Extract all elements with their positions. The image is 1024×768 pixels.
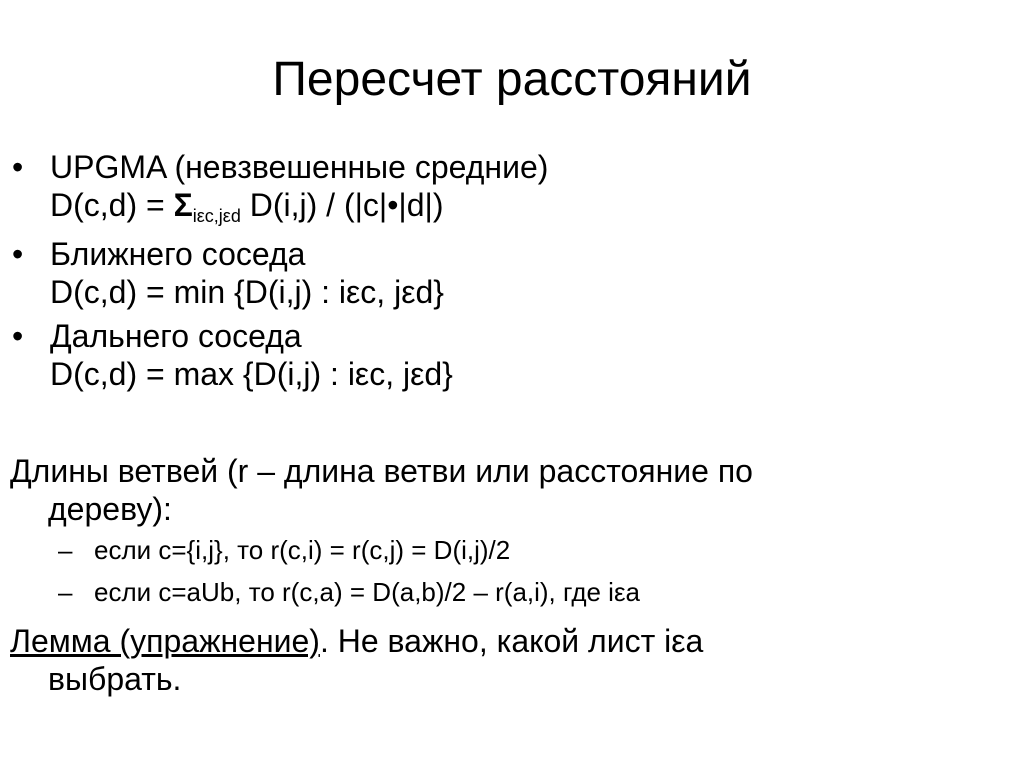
- bullet-farthest-neighbor: [12, 317, 1012, 393]
- subitem-union: [58, 576, 640, 608]
- bullet-nearest-neighbor: [12, 235, 1012, 311]
- lemma-label: Лемма (упражнение): [10, 623, 320, 659]
- slide-title: Пересчет расстояний: [272, 53, 752, 106]
- dash-mark: –: [58, 577, 73, 607]
- lemma-paragraph: [10, 622, 1010, 698]
- sigma-symbol: Σ: [173, 187, 193, 223]
- bullet-heading: UPGMA (невзвешенные средние): [50, 149, 549, 185]
- branch-lengths-line2: дереву):: [48, 491, 172, 527]
- lemma-line1: [10, 622, 1010, 660]
- formula-upgma: [50, 186, 1012, 229]
- bullet-heading: Дальнего соседа: [50, 318, 302, 354]
- lemma-text: . Не важно, какой лист iεa: [319, 623, 704, 659]
- bullet-heading: Ближнего соседа: [50, 236, 306, 272]
- subitem-pair: [58, 534, 640, 566]
- lemma-line2: выбрать.: [48, 661, 182, 697]
- bullet-mark: •: [12, 318, 24, 354]
- bullet-upgma: [12, 148, 1012, 229]
- dash-mark: –: [58, 535, 73, 565]
- branch-lengths-paragraph: [10, 452, 1010, 528]
- formula-max: D(c,d) = max {D(i,j) : iεc, jεd}: [50, 356, 453, 392]
- branch-subitems: [58, 534, 640, 618]
- subitem-text: если c=aUb, то r(c,a) = D(a,b)/2 – r(a,i), где iεa: [94, 577, 640, 607]
- sigma-subscript: iεc,jεd: [192, 206, 241, 226]
- formula-min: D(c,d) = min {D(i,j) : iεc, jεd}: [50, 274, 444, 310]
- bullet-list: [12, 148, 1012, 399]
- formula-prefix: D(c,d) =: [50, 187, 174, 223]
- branch-lengths-line1: Длины ветвей (r – длина ветви или расстояние по: [10, 453, 753, 489]
- formula-suffix: D(i,j) / (|c|•|d|): [240, 187, 444, 223]
- bullet-mark: •: [12, 149, 24, 185]
- subitem-text: если c={i,j}, то r(c,i) = r(c,j) = D(i,j)/2: [94, 535, 511, 565]
- bullet-mark: •: [12, 236, 24, 272]
